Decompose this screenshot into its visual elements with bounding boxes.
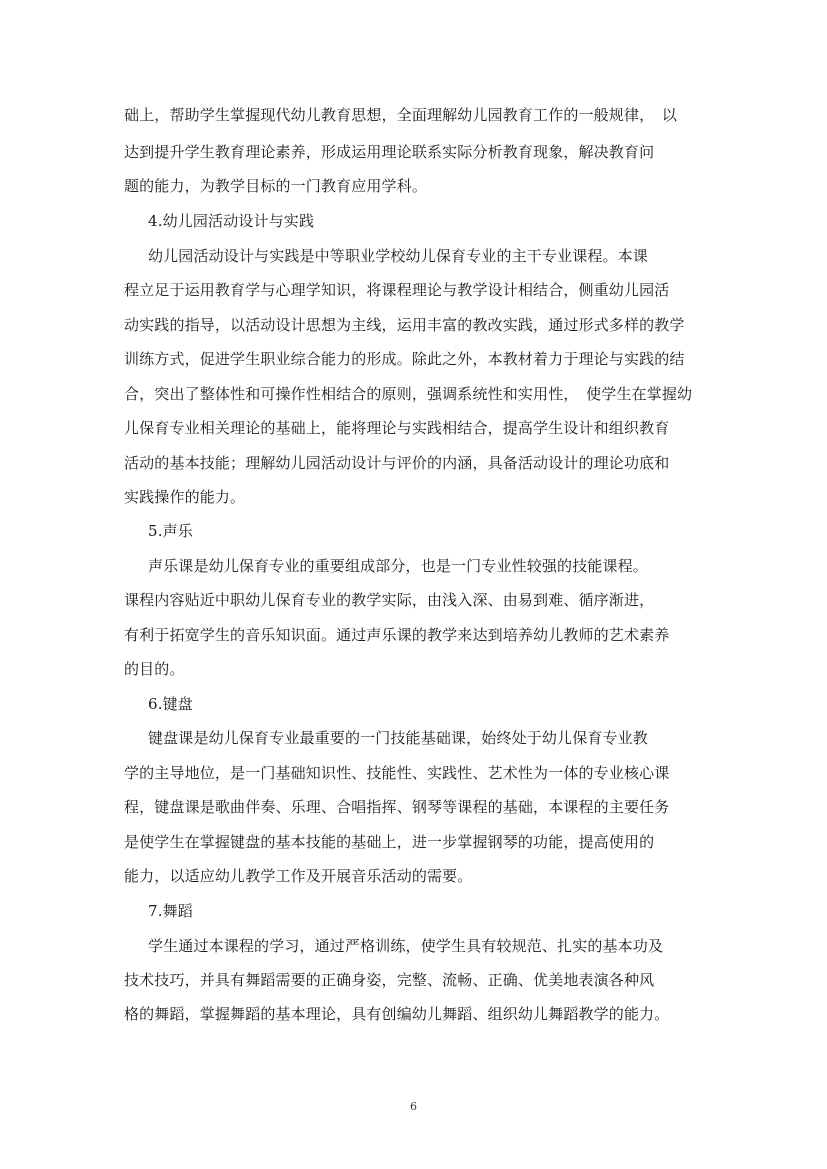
text-line: 合，突出了整体性和可操作性相结合的原则，强调系统性和实用性， 使学生在掌握幼 [124,385,693,403]
text-line: 声乐课是幼儿保育专业的重要组成部分，也是一门专业性较强的技能课程。 [148,557,648,575]
section-heading: 5.声乐 [148,522,193,540]
text-line: 能力，以适应幼儿教学工作及开展音乐活动的需要。 [124,867,473,885]
text-line: 实践操作的能力。 [124,488,246,506]
text-line: 是使学生在掌握键盘的基本技能的基础上，进一步掌握钢琴的功能，提高使用的 [124,833,655,851]
text-line: 动实践的指导，以活动设计思想为主线，运用丰富的教改实践，通过形式多样的教学 [124,316,685,334]
text-line: 幼儿园活动设计与实践是中等职业学校幼儿保育专业的主干专业课程。本课 [148,247,648,265]
text-line: 课程内容贴近中职幼儿保育专业的教学实际，由浅入深、由易到难、循序渐进， [124,591,655,609]
section-heading: 4.幼儿园活动设计与实践 [148,212,315,230]
text-line: 程立足于运用教育学与心理学知识，将课程理论与教学设计相结合，侧重幼儿园活 [124,281,670,299]
text-line: 题的能力，为教学目标的一门教育应用学科。 [124,177,428,195]
text-line: 的目的。 [124,660,185,678]
section-heading: 6.键盘 [148,695,193,713]
text-line: 训练方式，促进学生职业综合能力的形成。除此之外，本教材着力于理论与实践的结 [124,350,685,368]
text-line: 键盘课是幼儿保育专业最重要的一门技能基础课，始终处于幼儿保育专业教 [148,729,648,747]
text-line: 技术技巧，并具有舞蹈需要的正确身姿，完整、流畅、正确、优美地表演各种风 [124,971,655,989]
text-line: 有利于拓宽学生的音乐知识面。通过声乐课的教学来达到培养幼儿教师的艺术素养 [124,626,670,644]
text-line: 学的主导地位，是一门基础知识性、技能性、实践性、艺术性为一体的专业核心课 [124,764,670,782]
text-line: 儿保育专业相关理论的基础上，能将理论与实践相结合，提高学生设计和组织教育 [124,419,670,437]
text-line: 础上，帮助学生掌握现代幼儿教育思想，全面理解幼儿园教育工作的一般规律， 以 [124,106,678,124]
text-line: 活动的基本技能；理解幼儿园活动设计与评价的内涵，具备活动设计的理论功底和 [124,454,670,472]
text-line: 学生通过本课程的学习，通过严格训练，使学生具有较规范、扎实的基本功及 [148,937,664,955]
text-line: 程，键盘课是歌曲伴奏、乐理、合唱指挥、钢琴等课程的基础，本课程的主要任务 [124,798,670,816]
text-line: 格的舞蹈，掌握舞蹈的基本理论，具有创编幼儿舞蹈、组织幼儿舞蹈教学的能力。 [124,1005,670,1023]
text-line: 达到提升学生教育理论素养，形成运用理论联系实际分析教育现象，解决教育问 [124,143,655,161]
page-number: 6 [410,1100,417,1113]
section-heading: 7.舞蹈 [148,902,193,920]
